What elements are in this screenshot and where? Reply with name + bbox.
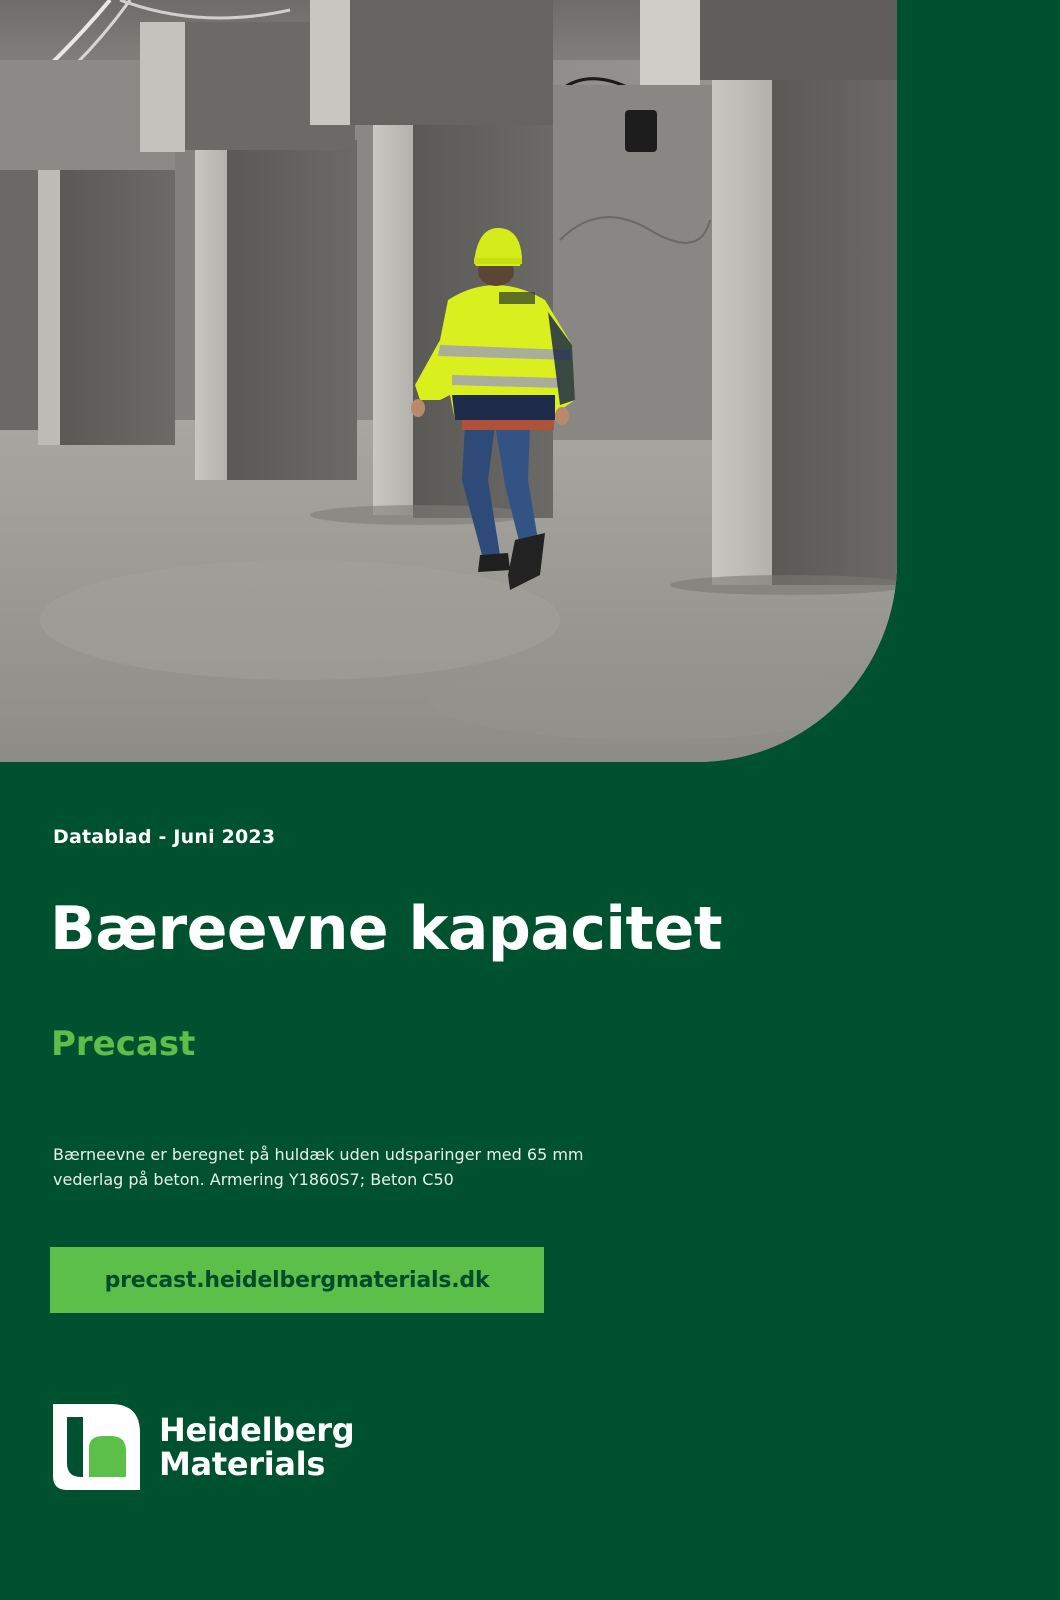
construction-photo-illustration [0,0,897,762]
logo-wordmark [159,1413,354,1481]
hero-photo [0,0,897,762]
page-subtitle: Precast [51,1024,196,1064]
page-title: Bæreevne kapacitet [50,894,723,964]
description-text [53,1142,613,1192]
description-line-2: vederlag på beton. Armering Y1860S7; Beton C50 [53,1170,454,1189]
website-link-button[interactable]: precast.heidelbergmaterials.dk [50,1247,544,1313]
logo-text-line-2: Materials [159,1445,326,1483]
heidelberg-materials-logo-icon [53,1404,140,1490]
description-line-1: Bærneevne er beregnet på huldæk uden udsparinger med 65 mm [53,1145,584,1164]
datasheet-date-label: Datablad - Juni 2023 [53,826,276,848]
logo-text-line-1: Heidelberg [159,1411,355,1449]
heidelberg-materials-logo [53,1404,354,1490]
